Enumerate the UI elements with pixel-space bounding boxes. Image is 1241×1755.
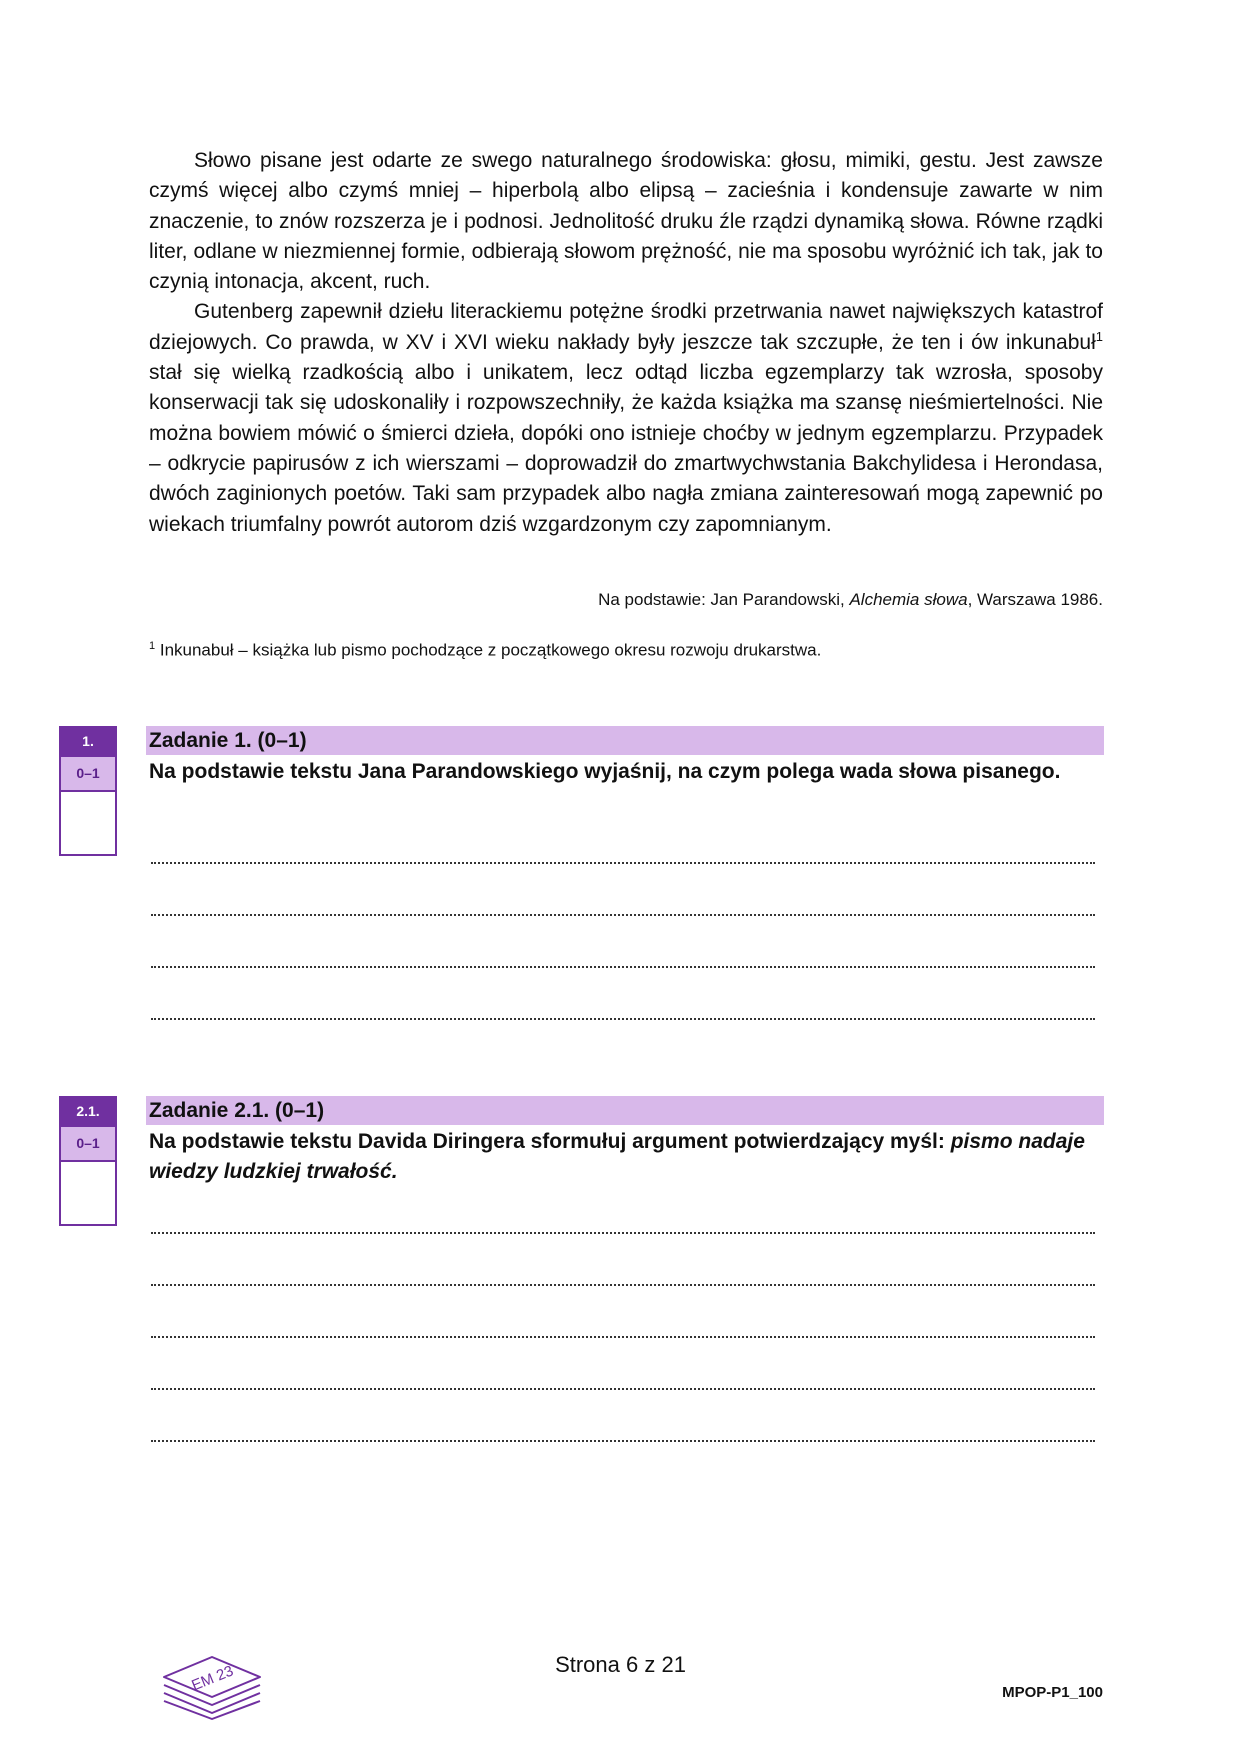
answer-line[interactable] bbox=[151, 1284, 1095, 1286]
task-number: 2.1. bbox=[61, 1098, 115, 1125]
answer-line[interactable] bbox=[151, 914, 1095, 916]
source-title: Alchemia słowa bbox=[849, 590, 968, 609]
answer-line[interactable] bbox=[151, 1018, 1095, 1020]
answer-line[interactable] bbox=[151, 862, 1095, 864]
task-number: 1. bbox=[61, 728, 115, 755]
footnote: $^1$ Inkunabuł – książka lub pismo pochodzące z początkowego okresu rozwoju drukarstwa. bbox=[149, 640, 822, 660]
page-number: Strona 6 z 21 bbox=[555, 1652, 686, 1677]
passage-paragraph-1: Słowo pisane jest odarte ze swego naturalnego środowiska: głosu, mimiki, gestu. Jest zawsze czymś więcej albo czymś mniej – hiperbolą albo elipsą – zacieśnia i kondensuje zawarte w nim znaczenie, to znów rozszerza je i podnosi. Jednolitość druku źle rządzi dynamiką słowa. Równe rządki liter, odlane w niezmiennej formie, odbierają słowom prężność, nie ma sposobu wyróżnić ich tak, jak to czynią intonacja, akcent, ruch. bbox=[149, 149, 1103, 294]
answer-line[interactable] bbox=[151, 966, 1095, 968]
task-header: Zadanie 1. (0–1) bbox=[146, 726, 1104, 755]
task-points: 0–1 bbox=[61, 1125, 115, 1162]
footnote-ref: 1 bbox=[1095, 328, 1103, 344]
answer-line[interactable] bbox=[151, 1388, 1095, 1390]
score-entry-field[interactable] bbox=[61, 792, 115, 854]
task-header: Zadanie 2.1. (0–1) bbox=[146, 1096, 1104, 1125]
score-box-task-1 bbox=[59, 726, 117, 856]
score-box-task-2-1 bbox=[59, 1096, 117, 1226]
answer-line[interactable] bbox=[151, 1232, 1095, 1234]
passage-paragraph-2: Gutenberg zapewnił dziełu literackiemu potężne środki przetrwania nawet największych katastrof dziejowych. Co prawda, w XV i XVI wieku nakłady były jeszcze tak szczupłe, że ten i ów inkunabuł$^1$ stał się wielką rzadkością albo i unikatem, lecz odtąd liczba egzemplarzy tak wzrosła, sposoby konserwacji tak się udoskonaliły i rozpowszechniły, że każda książka ma szansę nieśmiertelności. Nie można bowiem mówić o śmierci dzieła, dopóki ono istnieje choćby w jednym egzemplarzu. Przypadek – odkrycie papirusów z ich wierszami – doprowadził do zmartwychwstania Bakchylidesa i Herondasa, dwóch zaginionych poetów. Taki sam przypadek albo nagła zmiana zainteresowań mogą zapewnić po wiekach triumfalny powrót autorom dziś wzgardzonym czy zapomnianym. bbox=[149, 300, 1103, 536]
svg-text:EM 23: EM 23 bbox=[189, 1662, 236, 1695]
answer-line[interactable] bbox=[151, 1336, 1095, 1338]
answer-line[interactable] bbox=[151, 1440, 1095, 1442]
task-prompt: Na podstawie tekstu Davida Diringera sformułuj argument potwierdzający myśl: pismo nadaje wiedzy ludzkiej trwałość. bbox=[149, 1130, 1085, 1184]
reading-passage bbox=[149, 146, 1103, 540]
score-entry-field[interactable] bbox=[61, 1162, 115, 1224]
passage-source: Na podstawie: Jan Parandowski, Alchemia słowa, Warszawa 1986. bbox=[598, 590, 1103, 609]
document-code: MPOP-P1_100 bbox=[1002, 1684, 1103, 1701]
task-points: 0–1 bbox=[61, 755, 115, 792]
task-prompt: Na podstawie tekstu Jana Parandowskiego wyjaśnij, na czym polega wada słowa pisanego. bbox=[149, 760, 1061, 783]
